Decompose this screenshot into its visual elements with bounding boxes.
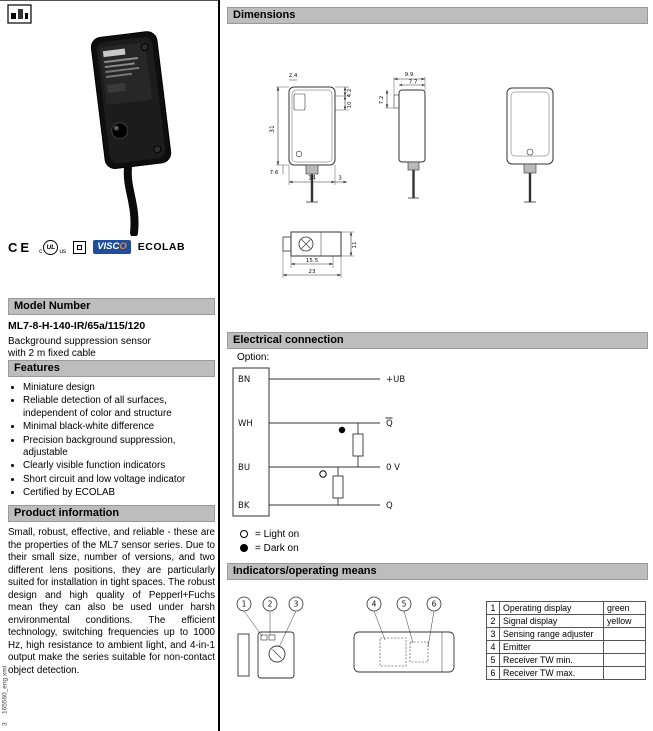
indicator-label: Sensing range adjuster <box>500 628 604 641</box>
feature-item: • Miniature design <box>23 382 214 394</box>
feature-item: • Precision background suppression, adjustable <box>23 435 214 460</box>
square-certification-icon <box>73 241 86 254</box>
feature-item: • Short circuit and low voltage indicator <box>23 474 214 486</box>
side-code: 165560_eng.xml <box>1 666 9 715</box>
model-number-header: Model Number <box>8 298 215 315</box>
dim-label: 31 <box>269 125 276 133</box>
visco-text: VISC <box>97 241 120 252</box>
table-row <box>487 615 646 628</box>
indicator-label: Receiver TW min. <box>500 654 604 667</box>
dimension-view-rear <box>507 88 553 202</box>
callout-number: 4 <box>371 599 377 609</box>
indicator-number: 2 <box>487 615 500 628</box>
indicator-number: 3 <box>487 628 500 641</box>
option-label: Option: <box>237 352 270 363</box>
dark-on-dot-icon <box>339 427 345 433</box>
table-row <box>487 602 646 615</box>
wire-signal: Q <box>386 419 393 429</box>
dim-label: 7.6 <box>269 170 279 176</box>
model-description-line2: with 2 m fixed cable <box>8 348 96 359</box>
electrical-connection-header: Electrical connection <box>227 332 648 349</box>
product-information-text: Small, robust, effective, and reliable - these are the properties of the ML7 sensor series. Due to their small size, number of versions, and two different lens positions, they are particularly suited for installation in tight spaces. The robust design and high quality of Pepperl+Fuchs mean they can also be used under harsh environmental conditions. The efficient technology, switching frequencies up to 1000 Hz, high resistance to ambient light, and 4-in-1 output make the series suitable for non-contact object detection. <box>8 527 215 676</box>
callout-number: 1 <box>241 599 247 609</box>
document-code-vertical <box>0 618 10 726</box>
indicator-value: yellow <box>604 615 646 628</box>
wire-labels <box>238 375 405 511</box>
feature-item: • Reliable detection of all surfaces, independent of color and structure <box>23 395 214 420</box>
callout-leaders <box>244 611 434 647</box>
column-divider <box>218 0 220 731</box>
visco-badge <box>93 240 131 254</box>
indicator-number: 4 <box>487 641 500 654</box>
indicator-number: 5 <box>487 654 500 667</box>
indicator-label: Receiver TW max. <box>500 667 604 680</box>
features-header: Features <box>8 360 215 377</box>
indicator-number: 6 <box>487 667 500 680</box>
model-description-line1: Background suppression sensor <box>8 336 151 347</box>
callout-number: 2 <box>267 599 273 609</box>
ul-listed-mark <box>39 240 66 255</box>
features-list <box>8 382 214 501</box>
dimensions-header: Dimensions <box>227 7 648 24</box>
dim-label: 3 <box>338 175 342 182</box>
table-row <box>487 628 646 641</box>
callout-number: 6 <box>431 599 437 609</box>
square-certification-inner-icon <box>77 245 82 250</box>
top-rule <box>0 0 218 1</box>
side-number: 3 <box>1 722 9 726</box>
indicator-label: Emitter <box>500 641 604 654</box>
dim-label: 7.7 <box>408 79 418 86</box>
load-resistor <box>353 434 363 456</box>
legend-text: = Dark on <box>255 542 299 554</box>
dim-label: 2.4 <box>288 73 298 79</box>
ul-prefix: c <box>39 247 43 255</box>
legend-row <box>240 527 299 541</box>
table-row <box>487 667 646 680</box>
certification-row <box>8 238 216 256</box>
dim-label: 7.2 <box>379 95 385 105</box>
ul-circle-icon: UL <box>43 240 58 255</box>
dim-label: 14 <box>308 174 316 182</box>
indicator-value <box>604 654 646 667</box>
wiring-diagram <box>230 366 470 521</box>
indicators-header: Indicators/operating means <box>227 563 648 580</box>
product-information-header: Product information <box>8 505 215 522</box>
dim-label: 11 <box>352 241 358 249</box>
dim-label: 23 <box>308 269 316 275</box>
light-on-dot-icon <box>320 471 326 477</box>
callout-number: 5 <box>401 599 407 609</box>
indicator-label: Signal display <box>500 615 604 628</box>
indicator-front-view <box>238 632 294 678</box>
wire-abbr: BK <box>238 501 250 511</box>
indicator-label: Operating display <box>500 602 604 615</box>
legend-text: = Light on <box>255 528 300 540</box>
pepperl-fuchs-logo-icon <box>7 4 33 25</box>
visco-o: O <box>119 241 127 252</box>
indicator-number: 1 <box>487 602 500 615</box>
dim-label: 9.9 <box>404 72 414 78</box>
wire-signal: 0 V <box>386 463 400 473</box>
indicators-table <box>486 601 646 680</box>
wire-abbr: BU <box>238 463 251 473</box>
switching-legend <box>240 527 299 555</box>
indicator-value: green <box>604 602 646 615</box>
wire-abbr: WH <box>238 419 253 429</box>
table-row <box>487 641 646 654</box>
sensor-cable <box>128 168 135 233</box>
legend-row <box>240 541 299 555</box>
wire-signal: +UB <box>386 375 406 385</box>
dim-label: 15.5 <box>305 258 319 264</box>
dimensions-drawing <box>227 32 647 328</box>
feature-item: • Clearly visible function indicators <box>23 460 214 472</box>
wire-abbr: BN <box>238 375 251 385</box>
product-photo <box>58 26 208 236</box>
feature-item: • Certified by ECOLAB <box>23 487 214 499</box>
model-number-value: ML7-8-H-140-IR/65a/115/120 <box>8 320 146 332</box>
ul-suffix: us <box>59 247 67 255</box>
dark-on-symbol-icon <box>240 544 248 552</box>
sensor-symbol-box <box>233 368 269 516</box>
table-row <box>487 654 646 667</box>
indicator-value <box>604 628 646 641</box>
callout-number: 3 <box>293 599 299 609</box>
dim-label: 10 <box>347 101 353 109</box>
indicator-value <box>604 641 646 654</box>
dimension-view-front <box>276 80 349 202</box>
dimension-view-side <box>385 77 425 198</box>
indicator-side-view <box>354 632 454 672</box>
indicators-drawing <box>232 592 482 684</box>
indicator-value <box>604 667 646 680</box>
wire-signal: Q <box>386 501 393 511</box>
ce-mark: CE <box>8 239 33 255</box>
feature-item: • Minimal black-white difference <box>23 421 214 433</box>
load-resistor <box>333 476 343 498</box>
dim-label: 4.2 <box>347 88 353 98</box>
ecolab-mark: ECOLAB <box>137 241 186 253</box>
light-on-symbol-icon <box>240 530 248 538</box>
dimension-view-detail <box>283 232 354 278</box>
